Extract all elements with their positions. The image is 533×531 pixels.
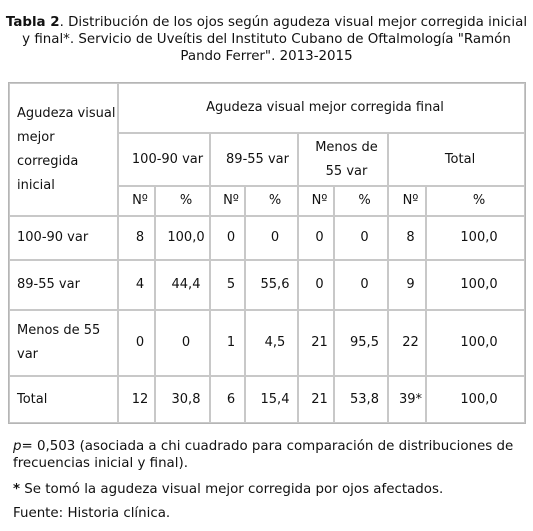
col-group-3: Total: [388, 133, 525, 186]
table-cell: 100,0: [426, 216, 525, 260]
table-cell: 5: [210, 260, 245, 310]
table-caption: [0, 14, 533, 65]
table-cell: 100,0: [426, 260, 525, 310]
table-cell: 21: [298, 310, 334, 376]
sub-header-n: Nº: [298, 186, 334, 216]
sub-header-pct: %: [426, 186, 525, 216]
table-cell: 21: [298, 376, 334, 423]
asterisk-text: Se tomó la agudeza visual mejor corregida por ojos afectados.: [20, 482, 444, 497]
footnote-p-value: [13, 438, 523, 472]
table-cell: 95,5: [334, 310, 388, 376]
table-cell: 8: [388, 216, 426, 260]
table-cell: 12: [118, 376, 155, 423]
table-cell: 22: [388, 310, 426, 376]
sub-header-pct: %: [155, 186, 210, 216]
sub-header-n: Nº: [388, 186, 426, 216]
group-header: Agudeza visual mejor corregida final: [118, 83, 525, 133]
table-cell: 0: [245, 216, 298, 260]
table-cell: 4,5: [245, 310, 298, 376]
table-cell: 0: [334, 260, 388, 310]
table-cell: 53,8: [334, 376, 388, 423]
p-symbol: p: [13, 439, 22, 454]
table-row: [9, 310, 525, 376]
table-cell: 0: [298, 216, 334, 260]
row-label: 100-90 var: [9, 216, 118, 260]
table-row: [9, 376, 525, 423]
table-cell: 100,0: [155, 216, 210, 260]
row-label: Total: [9, 376, 118, 423]
table-row: [9, 260, 525, 310]
row-label: Menos de 55 var: [9, 310, 118, 376]
footnote-asterisk: [13, 481, 443, 498]
data-table: [8, 82, 526, 424]
caption-text: . Distribución de los ojos según agudeza visual mejor corregida inicial y final*. Servicio de Uveítis del Instituto Cubano de Oftalmología "Ramón Pando Ferrer". 2013-2015: [22, 15, 528, 64]
table-cell: 39*: [388, 376, 426, 423]
footnote-source: Fuente: Historia clínica.: [13, 506, 171, 521]
sub-header-pct: %: [245, 186, 298, 216]
col-group-2: Menos de 55 var: [298, 133, 388, 186]
table-cell: 0: [210, 216, 245, 260]
table-cell: 0: [298, 260, 334, 310]
table-cell: 15,4: [245, 376, 298, 423]
table-cell: 0: [155, 310, 210, 376]
p-value-text: = 0,503 (asociada a chi cuadrado para comparación de distribuciones de frecuencias inicial y final).: [13, 439, 514, 471]
table-cell: 4: [118, 260, 155, 310]
col-group-0: 100-90 var: [118, 133, 210, 186]
table-row: [9, 216, 525, 260]
sub-header-n: Nº: [118, 186, 155, 216]
sub-header-pct: %: [334, 186, 388, 216]
table-cell: 30,8: [155, 376, 210, 423]
col-group-1: 89-55 var: [210, 133, 298, 186]
row-label: 89-55 var: [9, 260, 118, 310]
asterisk-symbol: *: [13, 482, 21, 497]
row-header-title: Agudeza visual mejor corregida inicial: [9, 83, 118, 216]
table-cell: 100,0: [426, 376, 525, 423]
table-cell: 9: [388, 260, 426, 310]
caption-label: Tabla 2: [5, 15, 60, 30]
sub-header-n: Nº: [210, 186, 245, 216]
table-cell: 0: [334, 216, 388, 260]
table-cell: 0: [118, 310, 155, 376]
table-cell: 100,0: [426, 310, 525, 376]
table-cell: 6: [210, 376, 245, 423]
table-cell: 8: [118, 216, 155, 260]
table-cell: 44,4: [155, 260, 210, 310]
table-cell: 1: [210, 310, 245, 376]
table-cell: 55,6: [245, 260, 298, 310]
